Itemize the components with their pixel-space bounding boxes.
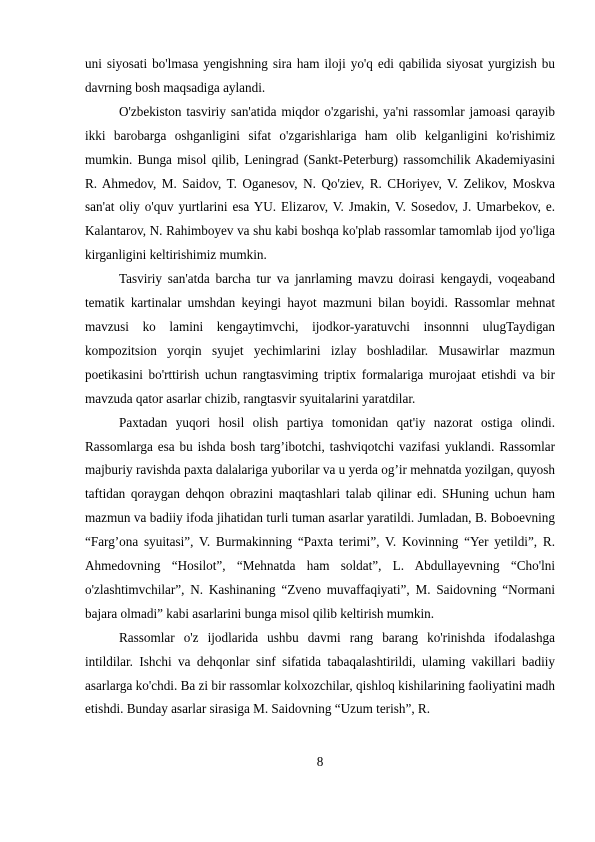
paragraph: Rassomlar o'z ijodlarida ushbu davmi rang barang ko'rinishda ifodalashga intildilar. Ishchi va dehqonlar sinf sifatida tabaqalashtirildi, ulaming vakillari badiiy asarlarga ko'chdi. Ba zi bir rassomlar kolxozchilar, qishloq kishilarining faoliyatini madh etishdi. Bunday asarlar sirasiga M. Saidovning “Uzum terish”, R.	[85, 629, 555, 717]
page-number: 8	[316, 754, 324, 769]
page-body	[85, 52, 555, 721]
paragraph: O'zbekiston tasviriy san'atida miqdor o'zgarishi, ya'ni rassomlar jamoasi qarayib ikki barobarga oshganligini sifat o'zgarishlariga ham olib kelganligini ko'rishimiz mumkin. Bunga misol qilib, Leningrad (Sankt-Peterburg) rassomchilik Akademiyasini R. Ahmedov, M. Saidov, T. Oganesov, N. Qo'ziev, R. CHoriyev, V. Zelikov, Moskva san'at oliy o'quv yurtlarini esa YU. Elizarov, V. Jmakin, V. Sosedov, J. Umarbekov, e. Kalantarov, N. Rahimboyev va shu kabi boshqa ko'plab rassomlar tamomlab ijod yo'liga kirganligini keltirishimiz mumkin.	[85, 103, 555, 263]
paragraph: uni siyosati bo'lmasa yengishning sira ham iloji yo'q edi qabilida siyosat yurgizish bu davrning bosh maqsadiga aylandi.	[85, 56, 555, 95]
paragraph: Paxtadan yuqori hosil olish partiya tomonidan qat'iy nazorat ostiga olindi. Rassomlarga esa bu ishda bosh targ’ibotchi, tashviqotchi vazifasi yuklandi. Rassomlar majburiy ravishda paxta dalalariga yuborilar va u yerda og’ir mehnatda yozilgan, quyosh taftidan qoraygan dehqon obrazini maqtashlari talab qilinar edi. SHuning uchun ham mazmun va badiiy ifoda jihatidan turli tuman asarlar yaratildi. Jumladan, B. Boboevning “Farg’ona syuitasi”, V. Burmakinning “Paxta terimi”, V. Kovinning “Yer yetildi”, R. Ahmedovning “Hosilot”, “Mehnatda ham soldat”, L. Abdullayevning “Cho'lni o'zlashtimvchilar”, N. Kashinaning “Zveno muvaffaqiyati”, M. Saidovning “Normani bajara olmadi” kabi asarlarini bunga misol qilib keltirish mumkin.	[85, 414, 555, 621]
paragraph: Tasviriy san'atda barcha tur va janrlaming mavzu doirasi kengaydi, voqeaband tematik kartinalar umshdan keyingi hayot mazmuni bilan boyidi. Rassomlar mehnat mavzusi ko lamini kengaytimvchi, ijodkor-yaratuvchi insonnni ulugTaydigan kompozitsion yorqin syujet yechimlarini izlay boshladilar. Musawirlar mazmun poetikasini bo'rttirish uchun rangtasviming triptix formalariga murojaat etishdi va bir mavzuda qator asarlar chizib, rangtasvir syuitalarini yaratdilar.	[85, 271, 555, 406]
